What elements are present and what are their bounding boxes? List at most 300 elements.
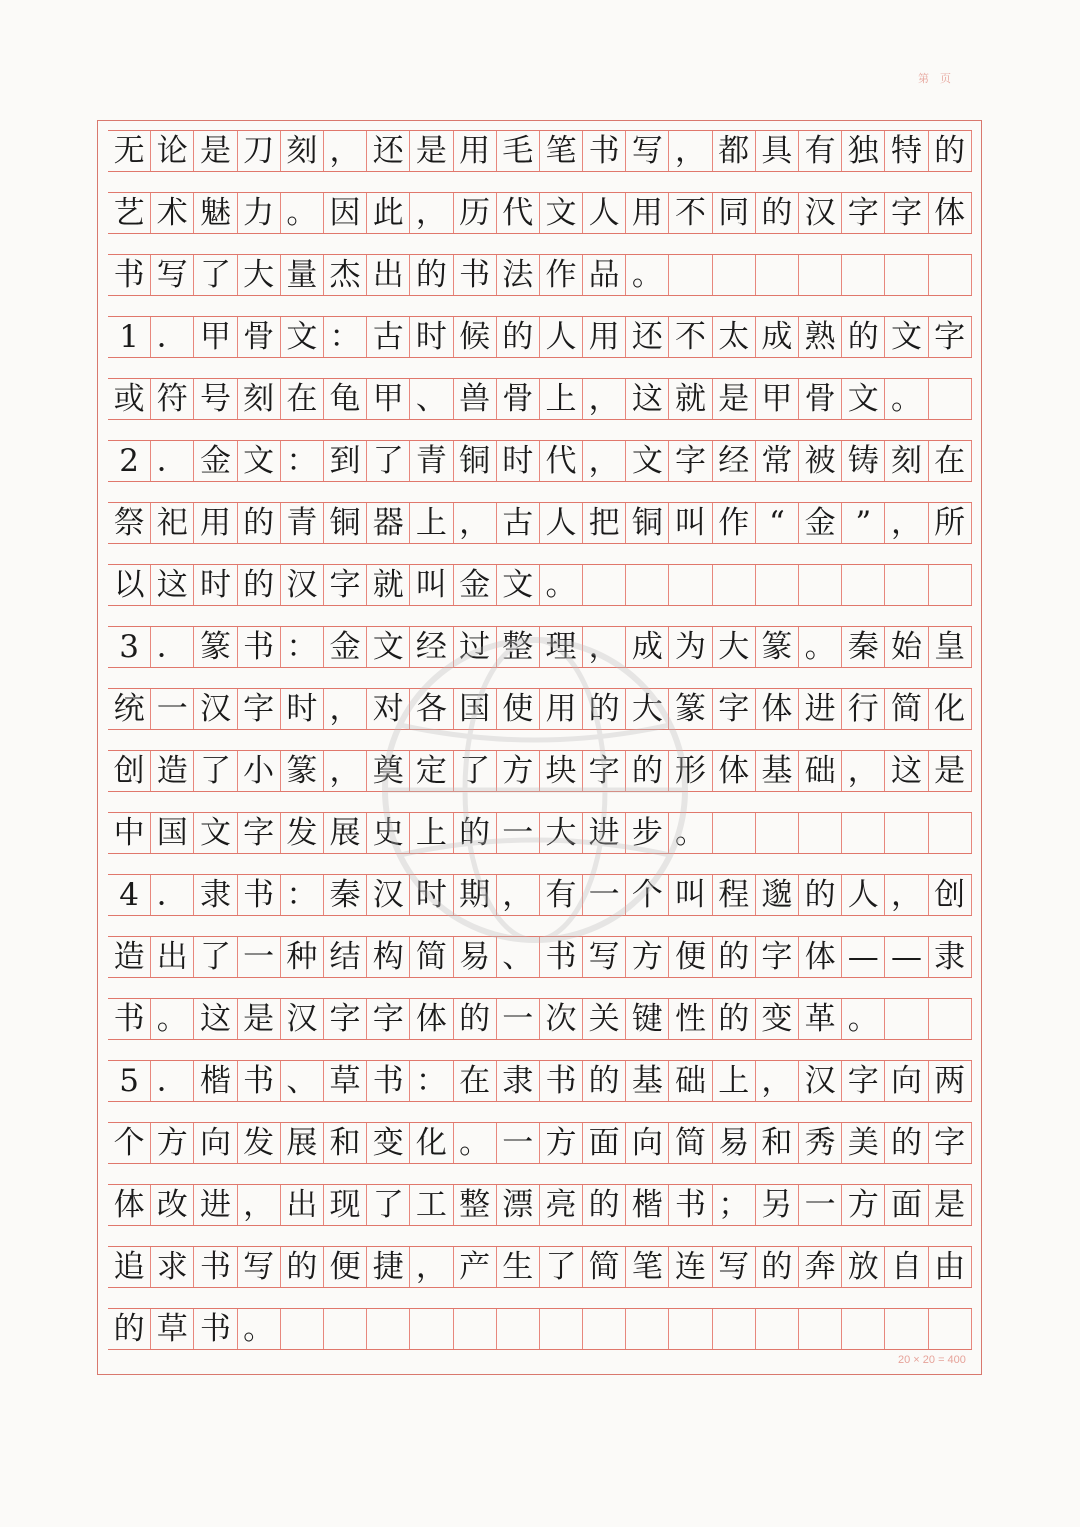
grid-cell: 向: [626, 1123, 669, 1163]
grid-cell: ，: [583, 627, 626, 667]
grid-cell: [324, 1309, 367, 1349]
grid-cell: 把: [583, 503, 626, 543]
grid-cell: ，: [324, 689, 367, 729]
grid-cell: 甲: [194, 317, 237, 357]
grid-cell: 这: [151, 565, 194, 605]
grid-cell: 和: [756, 1123, 799, 1163]
grid-cell: ．: [151, 875, 194, 915]
grid-cell: [842, 255, 885, 295]
grid-cell: 在: [281, 379, 324, 419]
grid-cell: 块: [540, 751, 583, 791]
grid-cell: 是: [929, 1185, 972, 1225]
grid-cell: 都: [713, 131, 756, 171]
grid-cell: 人: [540, 317, 583, 357]
grid-cell: 字: [669, 441, 712, 481]
grid-cell: 1: [108, 317, 151, 357]
grid-cell: 一: [583, 875, 626, 915]
grid-cell: 对: [367, 689, 410, 729]
grid-cell: ．: [151, 317, 194, 357]
grid-cell: 文: [626, 441, 669, 481]
grid-cell: 构: [367, 937, 410, 977]
grid-cell: [885, 255, 928, 295]
grid-cell: 用: [454, 131, 497, 171]
grid-cell: 的: [756, 193, 799, 233]
grid-spec-label: 20 × 20 = 400: [898, 1354, 966, 1366]
grid-row: [108, 440, 972, 482]
grid-cell: 国: [454, 689, 497, 729]
grid-cell: ．: [151, 441, 194, 481]
grid-cell: 。: [151, 999, 194, 1039]
grid-cell: 品: [583, 255, 626, 295]
grid-cell: 使: [497, 689, 540, 729]
grid-cell: 两: [929, 1061, 972, 1101]
grid-cell: 用: [194, 503, 237, 543]
grid-cell: 篆: [669, 689, 712, 729]
grid-cell: 由: [929, 1247, 972, 1287]
grid-cell: 论: [151, 131, 194, 171]
grid-cell: 一: [151, 689, 194, 729]
grid-cell: ，: [410, 193, 453, 233]
grid-cell: 。: [885, 379, 928, 419]
grid-cell: 。: [540, 565, 583, 605]
grid-row: [108, 192, 972, 234]
grid-row: [108, 812, 972, 854]
grid-cell: 刻: [281, 131, 324, 171]
grid-cell: 骨: [238, 317, 281, 357]
grid-cell: 有: [799, 131, 842, 171]
grid-cell: ：: [281, 627, 324, 667]
grid-cell: [756, 1309, 799, 1349]
grid-cell: 秦: [842, 627, 885, 667]
grid-cell: 是: [238, 999, 281, 1039]
grid-cell: 时: [194, 565, 237, 605]
grid-cell: 步: [626, 813, 669, 853]
grid-cell: 成: [756, 317, 799, 357]
grid-cell: 形: [669, 751, 712, 791]
grid-cell: 基: [626, 1061, 669, 1101]
grid-cell: 用: [583, 317, 626, 357]
grid-cell: 所: [929, 503, 972, 543]
grid-cell: [713, 1309, 756, 1349]
grid-cell: [929, 999, 972, 1039]
grid-cell: 器: [367, 503, 410, 543]
grid-cell: 是: [410, 131, 453, 171]
grid-cell: 个: [108, 1123, 151, 1163]
grid-cell: 骨: [497, 379, 540, 419]
grid-cell: 亮: [540, 1185, 583, 1225]
grid-cell: 发: [281, 813, 324, 853]
grid-cell: ：: [324, 317, 367, 357]
grid-cell: 了: [194, 937, 237, 977]
grid-cell: 有: [540, 875, 583, 915]
grid-cell: [929, 1309, 972, 1349]
grid-cell: 了: [194, 255, 237, 295]
grid-cell: 上: [410, 503, 453, 543]
grid-cell: 的: [756, 1247, 799, 1287]
grid-cell: 经: [713, 441, 756, 481]
grid-cell: 以: [108, 565, 151, 605]
grid-cell: 字: [583, 751, 626, 791]
grid-cell: ，: [238, 1185, 281, 1225]
grid-cell: [756, 813, 799, 853]
grid-cell: 青: [281, 503, 324, 543]
grid-cell: 漂: [497, 1185, 540, 1225]
grid-cell: 体: [929, 193, 972, 233]
grid-cell: 叫: [669, 503, 712, 543]
grid-cell: 文: [842, 379, 885, 419]
grid-cell: 字: [885, 193, 928, 233]
grid-cell: 草: [324, 1061, 367, 1101]
grid-cell: 础: [799, 751, 842, 791]
grid-cell: [756, 565, 799, 605]
grid-cell: 隶: [194, 875, 237, 915]
grid-cell: 人: [842, 875, 885, 915]
grid-cell: 就: [669, 379, 712, 419]
grid-cell: 书: [454, 255, 497, 295]
grid-cell: 刀: [238, 131, 281, 171]
grid-cell: 字: [713, 689, 756, 729]
grid-cell: 的: [454, 999, 497, 1039]
grid-cell: 。: [454, 1123, 497, 1163]
grid-cell: 。: [669, 813, 712, 853]
grid-cell: 易: [454, 937, 497, 977]
grid-cell: [929, 813, 972, 853]
grid-cell: 秀: [799, 1123, 842, 1163]
grid-cell: 楷: [626, 1185, 669, 1225]
grid-cell: 的: [238, 503, 281, 543]
grid-cell: 青: [410, 441, 453, 481]
grid-cell: 作: [540, 255, 583, 295]
grid-cell: 书: [367, 1061, 410, 1101]
grid-cell: 变: [756, 999, 799, 1039]
grid-cell: [799, 813, 842, 853]
grid-cell: [713, 565, 756, 605]
grid-cell: 的: [281, 1247, 324, 1287]
grid-cell: 创: [108, 751, 151, 791]
grid-cell: ：: [281, 875, 324, 915]
grid-row: [108, 750, 972, 792]
grid-cell: 隶: [497, 1061, 540, 1101]
grid-cell: 始: [885, 627, 928, 667]
grid-cell: 上: [540, 379, 583, 419]
grid-cell: 字: [842, 193, 885, 233]
grid-cell: 造: [108, 937, 151, 977]
grid-cell: 的: [583, 689, 626, 729]
grid-cell: 化: [929, 689, 972, 729]
grid-cell: ，: [583, 441, 626, 481]
grid-cell: 常: [756, 441, 799, 481]
grid-cell: [497, 1309, 540, 1349]
grid-cell: 写: [713, 1247, 756, 1287]
grid-cell: 上: [410, 813, 453, 853]
grid-cell: 字: [929, 1123, 972, 1163]
grid-cell: 用: [626, 193, 669, 233]
grid-row: [108, 378, 972, 420]
grid-cell: 此: [367, 193, 410, 233]
grid-cell: 篆: [281, 751, 324, 791]
grid-cell: 字: [324, 999, 367, 1039]
grid-cell: 法: [497, 255, 540, 295]
grid-cell: [799, 565, 842, 605]
grid-cell: 、: [281, 1061, 324, 1101]
grid-cell: [583, 565, 626, 605]
grid-cell: 史: [367, 813, 410, 853]
grid-cell: [669, 1309, 712, 1349]
grid-cell: 被: [799, 441, 842, 481]
grid-cell: 奔: [799, 1247, 842, 1287]
grid-cell: ，: [842, 751, 885, 791]
grid-cell: 文: [885, 317, 928, 357]
grid-cell: 展: [324, 813, 367, 853]
grid-cell: 面: [885, 1185, 928, 1225]
grid-cell: 一: [497, 1123, 540, 1163]
grid-row: [108, 626, 972, 668]
grid-cell: 基: [756, 751, 799, 791]
grid-cell: 不: [669, 193, 712, 233]
grid-row: [108, 936, 972, 978]
grid-cell: 杰: [324, 255, 367, 295]
grid-cell: “: [756, 503, 799, 543]
grid-cell: 。: [281, 193, 324, 233]
grid-cell: 书: [540, 1061, 583, 1101]
grid-cell: 汉: [799, 1061, 842, 1101]
grid-cell: 字: [929, 317, 972, 357]
grid-cell: 向: [194, 1123, 237, 1163]
grid-cell: 理: [540, 627, 583, 667]
grid-cell: 魅: [194, 193, 237, 233]
grid-cell: 中: [108, 813, 151, 853]
grid-cell: 变: [367, 1123, 410, 1163]
grid-cell: 放: [842, 1247, 885, 1287]
grid-cell: ，: [885, 875, 928, 915]
grid-cell: 为: [669, 627, 712, 667]
grid-cell: 大: [540, 813, 583, 853]
grid-cell: 篆: [756, 627, 799, 667]
grid-cell: ”: [842, 503, 885, 543]
grid-cell: [713, 255, 756, 295]
grid-cell: 创: [929, 875, 972, 915]
grid-cell: [410, 1309, 453, 1349]
grid-cell: 便: [324, 1247, 367, 1287]
grid-cell: [929, 255, 972, 295]
grid-cell: [454, 1309, 497, 1349]
grid-cell: 汉: [367, 875, 410, 915]
grid-cell: 的: [108, 1309, 151, 1349]
grid-cell: 文: [367, 627, 410, 667]
grid-cell: 邈: [756, 875, 799, 915]
grid-cell: ，: [756, 1061, 799, 1101]
grid-cell: 5: [108, 1061, 151, 1101]
grid-cell: 一: [238, 937, 281, 977]
grid-cell: 和: [324, 1123, 367, 1163]
grid-cell: 书: [669, 1185, 712, 1225]
grid-cell: 了: [367, 441, 410, 481]
grid-cell: [626, 565, 669, 605]
grid-cell: 体: [410, 999, 453, 1039]
grid-cell: 连: [669, 1247, 712, 1287]
grid-cell: 进: [194, 1185, 237, 1225]
grid-cell: 面: [583, 1123, 626, 1163]
grid-cell: 程: [713, 875, 756, 915]
grid-cell: 出: [151, 937, 194, 977]
grid-cell: 笔: [540, 131, 583, 171]
grid-row: [108, 1122, 972, 1164]
grid-cell: [885, 813, 928, 853]
grid-cell: 改: [151, 1185, 194, 1225]
grid-cell: 铜: [454, 441, 497, 481]
grid-cell: 的: [929, 131, 972, 171]
grid-cell: 书: [540, 937, 583, 977]
grid-cell: 金: [194, 441, 237, 481]
grid-cell: 特: [885, 131, 928, 171]
grid-cell: [540, 1309, 583, 1349]
grid-cell: [929, 565, 972, 605]
grid-row: [108, 564, 972, 606]
grid-cell: 甲: [367, 379, 410, 419]
grid-cell: 金: [454, 565, 497, 605]
grid-cell: 文: [281, 317, 324, 357]
grid-cell: 到: [324, 441, 367, 481]
grid-cell: 汉: [281, 999, 324, 1039]
grid-cell: 方: [151, 1123, 194, 1163]
grid-cell: 字: [238, 813, 281, 853]
grid-cell: 奠: [367, 751, 410, 791]
grid-cell: 各: [410, 689, 453, 729]
grid-cell: 捷: [367, 1247, 410, 1287]
grid-cell: 书: [194, 1309, 237, 1349]
grid-cell: 字: [842, 1061, 885, 1101]
grid-cell: 力: [238, 193, 281, 233]
grid-cell: 刻: [885, 441, 928, 481]
grid-cell: 字: [238, 689, 281, 729]
grid-cell: 方: [842, 1185, 885, 1225]
grid-cell: 写: [238, 1247, 281, 1287]
grid-cell: 时: [281, 689, 324, 729]
grid-cell: [281, 1309, 324, 1349]
grid-cell: 的: [454, 813, 497, 853]
grid-cell: 美: [842, 1123, 885, 1163]
grid-cell: 了: [194, 751, 237, 791]
grid-cell: 草: [151, 1309, 194, 1349]
grid-cell: 方: [497, 751, 540, 791]
grid-row: [108, 1060, 972, 1102]
grid-cell: 太: [713, 317, 756, 357]
grid-cell: ，: [669, 131, 712, 171]
grid-cell: 。: [626, 255, 669, 295]
grid-cell: 书: [194, 1247, 237, 1287]
grid-cell: 求: [151, 1247, 194, 1287]
grid-cell: 艺: [108, 193, 151, 233]
grid-cell: 代: [540, 441, 583, 481]
grid-cell: 种: [281, 937, 324, 977]
grid-cell: 字: [756, 937, 799, 977]
grid-row: [108, 254, 972, 296]
grid-cell: ．: [151, 1061, 194, 1101]
grid-cell: 不: [669, 317, 712, 357]
grid-cell: 这: [194, 999, 237, 1039]
grid-cell: 时: [497, 441, 540, 481]
grid-cell: 、: [410, 379, 453, 419]
grid-cell: 符: [151, 379, 194, 419]
grid-cell: 汉: [799, 193, 842, 233]
grid-cell: 写: [583, 937, 626, 977]
grid-cell: 还: [367, 131, 410, 171]
grid-cell: 大: [238, 255, 281, 295]
grid-cell: 在: [929, 441, 972, 481]
grid-cell: 的: [410, 255, 453, 295]
grid-cell: 成: [626, 627, 669, 667]
grid-cell: 产: [454, 1247, 497, 1287]
grid-cell: 。: [799, 627, 842, 667]
grid-cell: 简: [669, 1123, 712, 1163]
grid-cell: 书: [108, 255, 151, 295]
grid-cell: [929, 379, 972, 419]
grid-cell: 了: [367, 1185, 410, 1225]
grid-cell: 期: [454, 875, 497, 915]
grid-cell: 秦: [324, 875, 367, 915]
grid-cell: 础: [669, 1061, 712, 1101]
grid-cell: [583, 1309, 626, 1349]
grid-cell: 历: [454, 193, 497, 233]
grid-cell: 文: [497, 565, 540, 605]
grid-cell: 工: [410, 1185, 453, 1225]
grid-cell: 的: [713, 999, 756, 1039]
grid-cell: 就: [367, 565, 410, 605]
grid-cell: ，: [324, 751, 367, 791]
grid-row: [108, 502, 972, 544]
grid-cell: 结: [324, 937, 367, 977]
grid-cell: 的: [713, 937, 756, 977]
manuscript-grid: [108, 130, 972, 1363]
grid-cell: 甲: [756, 379, 799, 419]
grid-cell: 的: [885, 1123, 928, 1163]
grid-cell: 生: [497, 1247, 540, 1287]
grid-cell: 书: [583, 131, 626, 171]
grid-cell: [799, 255, 842, 295]
grid-cell: —: [885, 937, 928, 977]
grid-cell: 金: [799, 503, 842, 543]
grid-cell: 时: [410, 317, 453, 357]
grid-cell: 的: [842, 317, 885, 357]
grid-cell: 现: [324, 1185, 367, 1225]
grid-cell: 祀: [151, 503, 194, 543]
grid-cell: 骨: [799, 379, 842, 419]
grid-cell: 、: [497, 937, 540, 977]
grid-cell: 古: [497, 503, 540, 543]
grid-cell: ；: [713, 1185, 756, 1225]
grid-cell: 人: [540, 503, 583, 543]
grid-cell: 是: [194, 131, 237, 171]
grid-cell: 在: [454, 1061, 497, 1101]
grid-cell: 另: [756, 1185, 799, 1225]
grid-cell: 发: [238, 1123, 281, 1163]
grid-cell: 术: [151, 193, 194, 233]
grid-cell: 写: [151, 255, 194, 295]
grid-cell: [885, 999, 928, 1039]
grid-cell: 毛: [497, 131, 540, 171]
grid-cell: 号: [194, 379, 237, 419]
grid-cell: 铜: [626, 503, 669, 543]
grid-cell: 体: [108, 1185, 151, 1225]
grid-cell: ．: [151, 627, 194, 667]
grid-cell: 体: [756, 689, 799, 729]
grid-row: [108, 1246, 972, 1288]
grid-cell: 熟: [799, 317, 842, 357]
grid-cell: 篆: [194, 627, 237, 667]
page-number-label: 第 页: [918, 73, 956, 85]
grid-cell: 祭: [108, 503, 151, 543]
grid-cell: 文: [194, 813, 237, 853]
